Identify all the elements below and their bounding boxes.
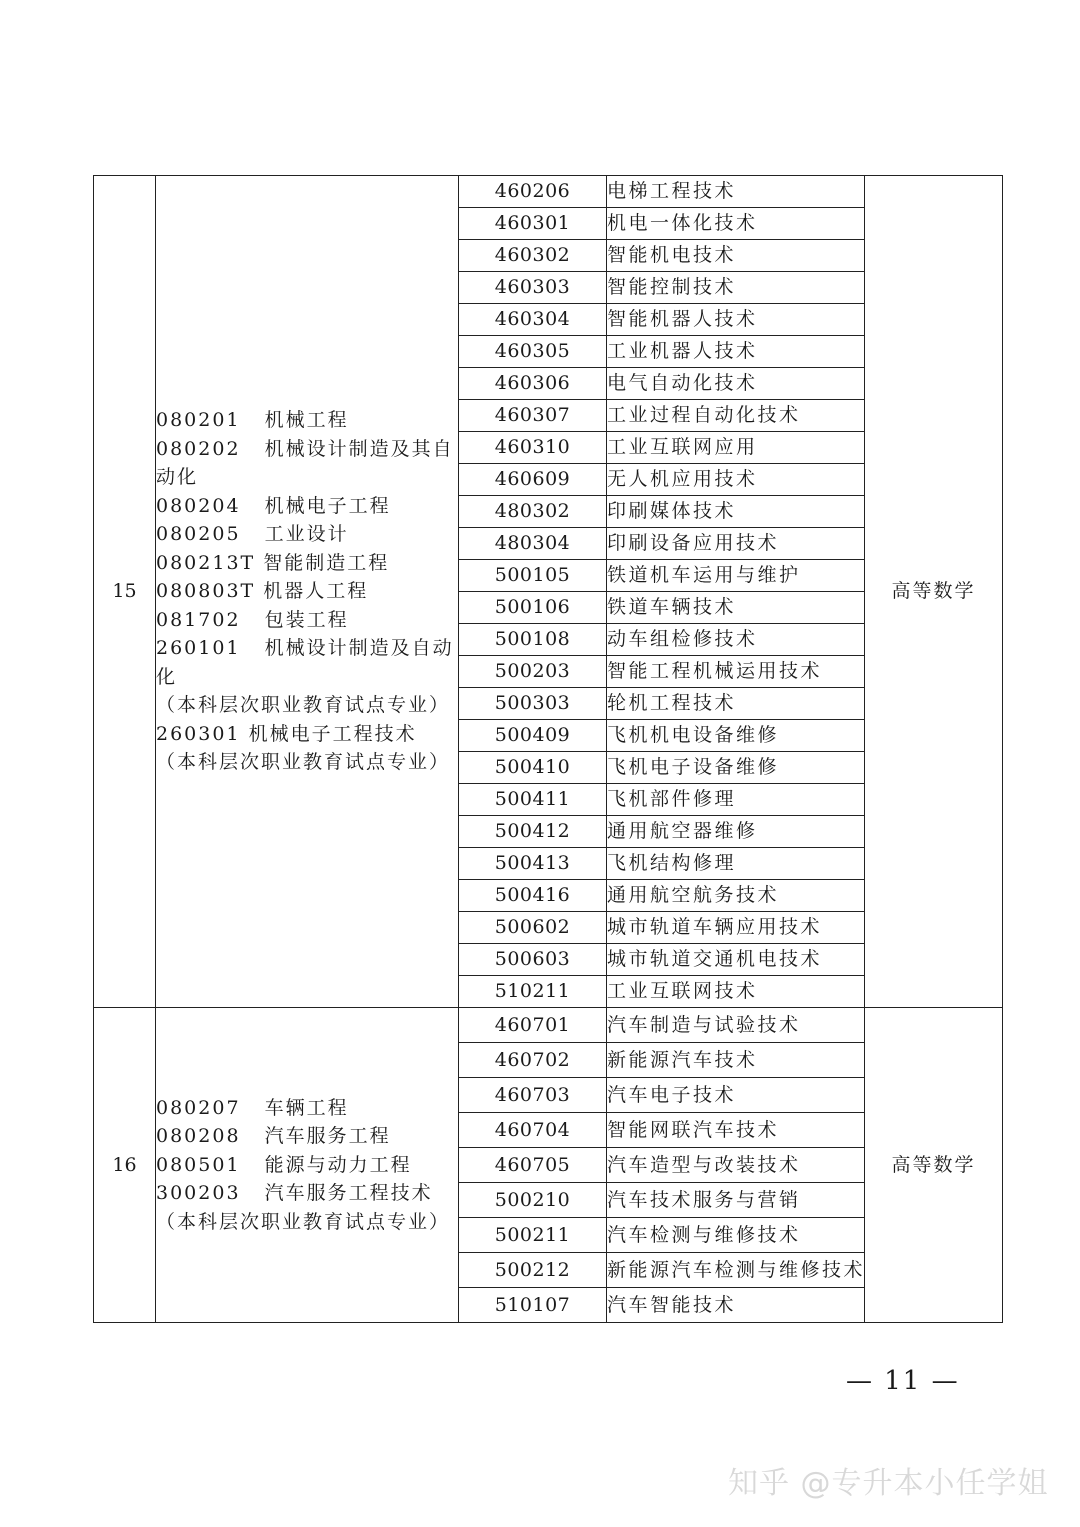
vocational-major-code: 500203	[459, 656, 607, 688]
vocational-major-name: 飞机部件修理	[607, 784, 865, 816]
vocational-major-name: 印刷设备应用技术	[607, 528, 865, 560]
vocational-major-name: 工业互联网技术	[607, 976, 865, 1008]
vocational-major-name: 新能源汽车检测与维修技术	[607, 1253, 865, 1288]
vocational-major-code: 500410	[459, 752, 607, 784]
undergrad-major-line: （本科层次职业教育试点专业）	[156, 694, 451, 717]
vocational-major-code: 460206	[459, 176, 607, 208]
vocational-major-code: 500409	[459, 720, 607, 752]
vocational-major-name: 汽车造型与改装技术	[607, 1148, 865, 1183]
group-number: 16	[94, 1008, 156, 1323]
vocational-major-name: 智能工程机械运用技术	[607, 656, 865, 688]
vocational-major-code: 460704	[459, 1113, 607, 1148]
table-row	[94, 1008, 1003, 1043]
undergrad-major-line: 081702 包装工程	[156, 608, 349, 631]
watermark: 知乎 @专升本小任学姐	[728, 1466, 1049, 1501]
vocational-major-code: 460306	[459, 368, 607, 400]
vocational-major-code: 500412	[459, 816, 607, 848]
vocational-major-code: 500413	[459, 848, 607, 880]
vocational-major-code: 460705	[459, 1148, 607, 1183]
vocational-major-code: 460301	[459, 208, 607, 240]
majors-table	[93, 175, 1003, 1323]
undergrad-major-line: 080803T 机器人工程	[156, 580, 369, 603]
vocational-major-name: 新能源汽车技术	[607, 1043, 865, 1078]
exam-subject: 高等数学	[865, 1008, 1003, 1323]
vocational-major-code: 500106	[459, 592, 607, 624]
vocational-major-name: 铁道车辆技术	[607, 592, 865, 624]
vocational-major-code: 460703	[459, 1078, 607, 1113]
undergrad-major-line: （本科层次职业教育试点专业）	[156, 751, 451, 774]
vocational-major-name: 电梯工程技术	[607, 176, 865, 208]
vocational-major-name: 智能机器人技术	[607, 304, 865, 336]
vocational-major-code: 510107	[459, 1288, 607, 1323]
vocational-major-name: 智能机电技术	[607, 240, 865, 272]
vocational-major-name: 汽车智能技术	[607, 1288, 865, 1323]
undergrad-majors-cell	[156, 176, 459, 1008]
vocational-major-code: 500105	[459, 560, 607, 592]
vocational-major-name: 工业过程自动化技术	[607, 400, 865, 432]
vocational-major-code: 500211	[459, 1218, 607, 1253]
undergrad-major-line: 080208 汽车服务工程	[156, 1125, 391, 1148]
vocational-major-code: 480302	[459, 496, 607, 528]
undergrad-major-line: 080207 车辆工程	[156, 1096, 349, 1119]
vocational-major-code: 500303	[459, 688, 607, 720]
vocational-major-code: 500602	[459, 912, 607, 944]
vocational-major-name: 汽车技术服务与营销	[607, 1183, 865, 1218]
vocational-major-code: 500411	[459, 784, 607, 816]
undergrad-majors-cell	[156, 1008, 459, 1323]
vocational-major-name: 汽车电子技术	[607, 1078, 865, 1113]
undergrad-major-line: （本科层次职业教育试点专业）	[156, 1210, 451, 1233]
vocational-major-name: 汽车检测与维修技术	[607, 1218, 865, 1253]
vocational-major-code: 460304	[459, 304, 607, 336]
vocational-major-name: 机电一体化技术	[607, 208, 865, 240]
vocational-major-code: 460302	[459, 240, 607, 272]
vocational-major-code: 500603	[459, 944, 607, 976]
vocational-major-name: 工业机器人技术	[607, 336, 865, 368]
vocational-major-code: 500416	[459, 880, 607, 912]
page-number: — 11 —	[846, 1366, 960, 1396]
undergrad-major-line: 动化	[156, 466, 199, 489]
table-row	[94, 176, 1003, 208]
vocational-major-code: 460701	[459, 1008, 607, 1043]
vocational-major-name: 城市轨道车辆应用技术	[607, 912, 865, 944]
vocational-major-code: 510211	[459, 976, 607, 1008]
undergrad-major-line: 260301 机械电子工程技术	[156, 722, 417, 745]
vocational-major-name: 飞机结构修理	[607, 848, 865, 880]
vocational-major-code: 460305	[459, 336, 607, 368]
undergrad-major-line: 080202 机械设计制造及其自	[156, 437, 454, 460]
vocational-major-name: 电气自动化技术	[607, 368, 865, 400]
vocational-major-name: 汽车制造与试验技术	[607, 1008, 865, 1043]
vocational-major-name: 铁道机车运用与维护	[607, 560, 865, 592]
vocational-major-name: 通用航空航务技术	[607, 880, 865, 912]
vocational-major-code: 460303	[459, 272, 607, 304]
vocational-major-code: 480304	[459, 528, 607, 560]
undergrad-major-line: 080213T 智能制造工程	[156, 551, 390, 574]
vocational-major-name: 城市轨道交通机电技术	[607, 944, 865, 976]
vocational-major-code: 460310	[459, 432, 607, 464]
vocational-major-code: 500210	[459, 1183, 607, 1218]
vocational-major-code: 460702	[459, 1043, 607, 1078]
vocational-major-name: 智能网联汽车技术	[607, 1113, 865, 1148]
undergrad-major-line: 080201 机械工程	[156, 409, 349, 432]
undergrad-majors-list	[156, 406, 458, 777]
vocational-major-name: 智能控制技术	[607, 272, 865, 304]
vocational-major-code: 460609	[459, 464, 607, 496]
undergrad-major-line: 260101 机械设计制造及自动化	[156, 637, 454, 688]
vocational-major-name: 动车组检修技术	[607, 624, 865, 656]
exam-subject: 高等数学	[865, 176, 1003, 1008]
vocational-major-name: 印刷媒体技术	[607, 496, 865, 528]
undergrad-majors-list	[156, 1094, 458, 1237]
vocational-major-name: 轮机工程技术	[607, 688, 865, 720]
undergrad-major-line: 300203 汽车服务工程技术	[156, 1182, 433, 1205]
undergrad-major-line: 080501 能源与动力工程	[156, 1153, 412, 1176]
vocational-major-name: 飞机机电设备维修	[607, 720, 865, 752]
majors-table-body	[94, 176, 1003, 1323]
vocational-major-code: 500108	[459, 624, 607, 656]
vocational-major-code: 500212	[459, 1253, 607, 1288]
group-number: 15	[94, 176, 156, 1008]
vocational-major-name: 工业互联网应用	[607, 432, 865, 464]
undergrad-major-line: 080204 机械电子工程	[156, 494, 391, 517]
vocational-major-name: 飞机电子设备维修	[607, 752, 865, 784]
vocational-major-code: 460307	[459, 400, 607, 432]
undergrad-major-line: 080205 工业设计	[156, 523, 349, 546]
vocational-major-name: 无人机应用技术	[607, 464, 865, 496]
vocational-major-name: 通用航空器维修	[607, 816, 865, 848]
